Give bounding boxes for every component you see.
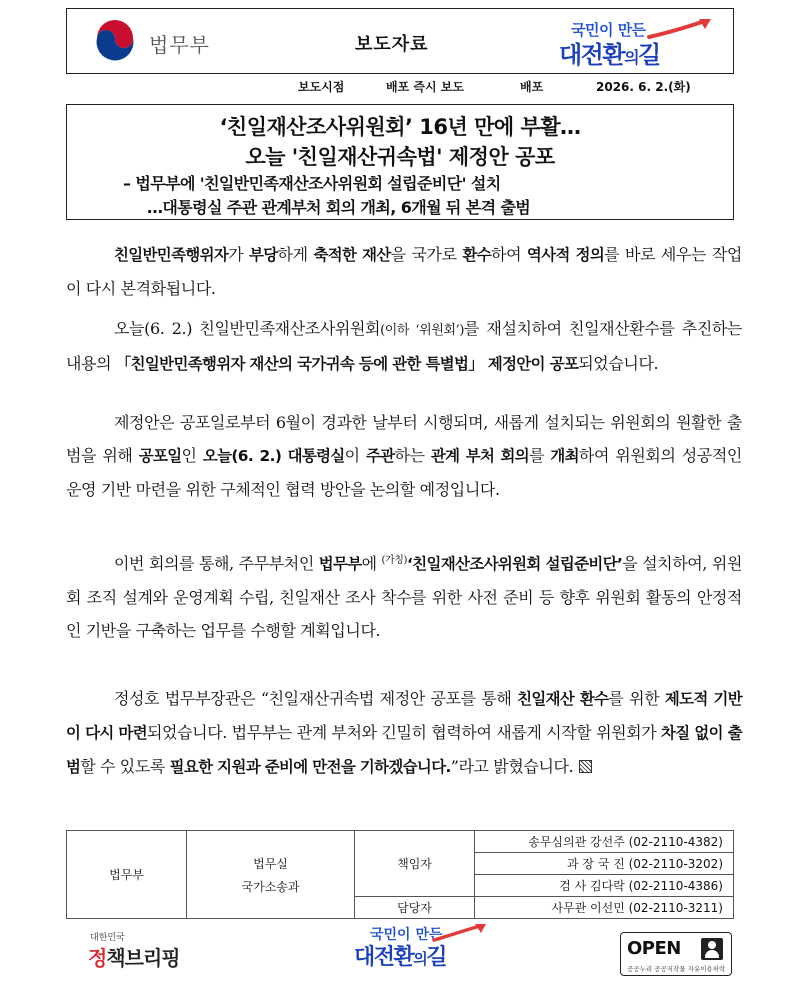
text: 를 바로 세우는 작업이 다시 본격화됩니다. (66, 245, 742, 298)
policy-briefing-first: 정 (88, 946, 107, 970)
korea-label: 대한민국 (90, 933, 125, 943)
government-taegeuk-logo-icon (91, 18, 139, 66)
emphasis: 공포일 (138, 447, 182, 465)
text: 가 (228, 245, 249, 264)
emphasis: 역사적 정의 (526, 246, 605, 264)
footer-slogan-line2 (354, 940, 446, 971)
staff-label: 담당자 (355, 897, 475, 919)
emphasis: 축적한 재산 (313, 246, 391, 264)
text: 하여 (491, 245, 527, 264)
emphasis: 주관 (365, 447, 395, 465)
emphasis: 부당 (249, 246, 278, 264)
emphasis: 개최 (550, 447, 579, 465)
text: 하는 (394, 446, 431, 465)
contact-ministry: 법무부 (67, 831, 187, 919)
slogan-main: 대전환 (559, 41, 625, 69)
open-license-caption: 공공누리 공공저작물 자유이용허락 (627, 965, 726, 973)
policy-briefing-logo (88, 930, 188, 980)
footer-slogan-particle: 의 (413, 950, 427, 968)
contact-division: 국가소송과 (241, 879, 300, 894)
emphasis: ‘친일재산조사위원회 설립준비단’ (407, 555, 623, 573)
footer-slogan-main: 대전환 (354, 945, 414, 970)
document-type-title: 보도자료 (355, 34, 429, 55)
subheadline-line2: …대통령실 주관 관계부처 회의 개최, 6개월 뒤 본격 출범 (147, 198, 531, 217)
text: 을 설치하여, 위원회 조직 설계와 운영계획 수립, 친일재산 조사 착수를 위한 사전 준비 등 향후 위원회 활동의 안정적인 기반을 구축하는 업무를 수행할 계획입니다. (66, 554, 743, 640)
text: ”라고 밝혔습니다. (450, 757, 574, 776)
contact-table (66, 830, 734, 919)
text: 할 수 있도록 (80, 757, 170, 776)
policy-briefing-rest: 책브리핑 (106, 946, 180, 970)
contact-office: 법무실 (253, 856, 288, 871)
contact-row: 사무관 이선민 (02-2110-3211) (475, 897, 734, 919)
body-paragraph-3 (66, 406, 742, 506)
text: 하여 위원회의 성공적인 운영 기반 마련을 위한 구체적인 협력 방안을 논의할 예정입니다. (66, 446, 742, 499)
footer-slogan-logo (350, 922, 490, 978)
distribution-date: 2026. 6. 2.(화) (596, 80, 691, 94)
emphasis: 관계 부처 회의 (430, 447, 530, 465)
emphasis: 「친일반민족행위자 재산의 국가귀속 등에 관한 특별법」 제정안이 공포 (115, 355, 579, 373)
text: 를 (529, 446, 551, 465)
attribution-person-icon (701, 938, 723, 960)
text: 제정안은 공포일로부터 6월이 경과한 날부터 시행되며, 새롭게 설치되는 위원회의 원활한 출범을 위해 (66, 413, 742, 465)
text: 를 위한 (608, 689, 665, 708)
emphasis: 제도적 기반이 다시 마련 (66, 690, 742, 742)
text: 되었습니다. 법무부는 관계 부처와 긴밀히 협력하여 새롭게 시작할 위원회가 (146, 723, 662, 742)
slogan-line2 (559, 35, 660, 70)
emphasis: 환수 (462, 246, 492, 264)
contact-row: 과 장 국 진 (02-2110-3202) (475, 853, 734, 875)
text: 를 재설치하여 친일재산환수를 추진하는 내용의 (66, 319, 742, 373)
emphasis: 오늘(6. 2.) 대통령실 (202, 447, 345, 465)
body-paragraph-1 (66, 238, 742, 305)
emphasis: 친일반민족행위자 (114, 246, 229, 264)
responsible-label: 책임자 (355, 831, 475, 897)
ministry-name: 법무부 (149, 33, 210, 57)
text: 에 (361, 554, 382, 573)
slogan-swoosh-icon (647, 17, 713, 41)
text: 하게 (277, 245, 314, 264)
press-header (66, 8, 734, 74)
footer-slogan-swoosh-icon (432, 922, 488, 944)
kogl-open-license-badge (620, 932, 732, 976)
footer-slogan-end: 길 (426, 945, 447, 970)
text: 정성호 법무부장관은 “친일재산귀속법 제정안 공포를 통해 (114, 689, 518, 708)
contact-department (187, 831, 355, 919)
text: 되었습니다. (578, 354, 659, 373)
emphasis: 친일재산 환수 (517, 690, 609, 708)
end-mark-icon (579, 760, 592, 773)
footer-slogan-line1: 국민이 만든 (370, 927, 443, 943)
open-license-text: OPEN (627, 938, 681, 959)
policy-briefing-text (88, 942, 180, 971)
slogan-logo (555, 17, 715, 67)
headline-line2: 오늘 '친일재산귀속법' 제정안 공포 (245, 145, 555, 169)
emphasis: 필요한 지원과 준비에 만전을 기하겠습니다. (169, 758, 451, 776)
body-paragraph-2 (66, 312, 742, 381)
text: 이 (344, 446, 366, 465)
headline-box (66, 104, 734, 220)
emphasis: 법무부 (318, 555, 362, 573)
subheadline-line1: – 법무부에 '친일반민족재산조사위원회 설립준비단' 설치 (123, 174, 501, 193)
text-small: (이하 ‘위원회’) (380, 323, 465, 338)
body-paragraph-4 (66, 544, 742, 647)
text: 을 국가로 (390, 245, 463, 264)
slogan-end: 길 (638, 41, 660, 69)
emphasis: 차질 없이 출범 (66, 724, 742, 776)
release-info-row (0, 78, 800, 94)
slogan-particle: 의 (624, 48, 639, 67)
contact-row: 송무심의관 강선주 (02-2110-4382) (475, 831, 734, 853)
text: 인 (181, 446, 203, 465)
superscript-note: (가칭) (381, 555, 408, 566)
distribution-label: 배포 (520, 80, 544, 94)
text: 이번 회의를 통해, 주무부처인 (114, 554, 319, 573)
body-paragraph-5 (66, 682, 742, 784)
contact-row: 검 사 김다락 (02-2110-4386) (475, 875, 734, 897)
slogan-line1: 국민이 만든 (571, 21, 646, 39)
release-timing-label: 보도시점 (298, 80, 345, 94)
release-timing-value: 배포 즉시 보도 (386, 80, 464, 94)
headline-line1: ‘친일재산조사위원회’ 16년 만에 부활… (219, 115, 581, 139)
text: 오늘(6. 2.) 친일반민족재산조사위원회 (114, 319, 381, 338)
